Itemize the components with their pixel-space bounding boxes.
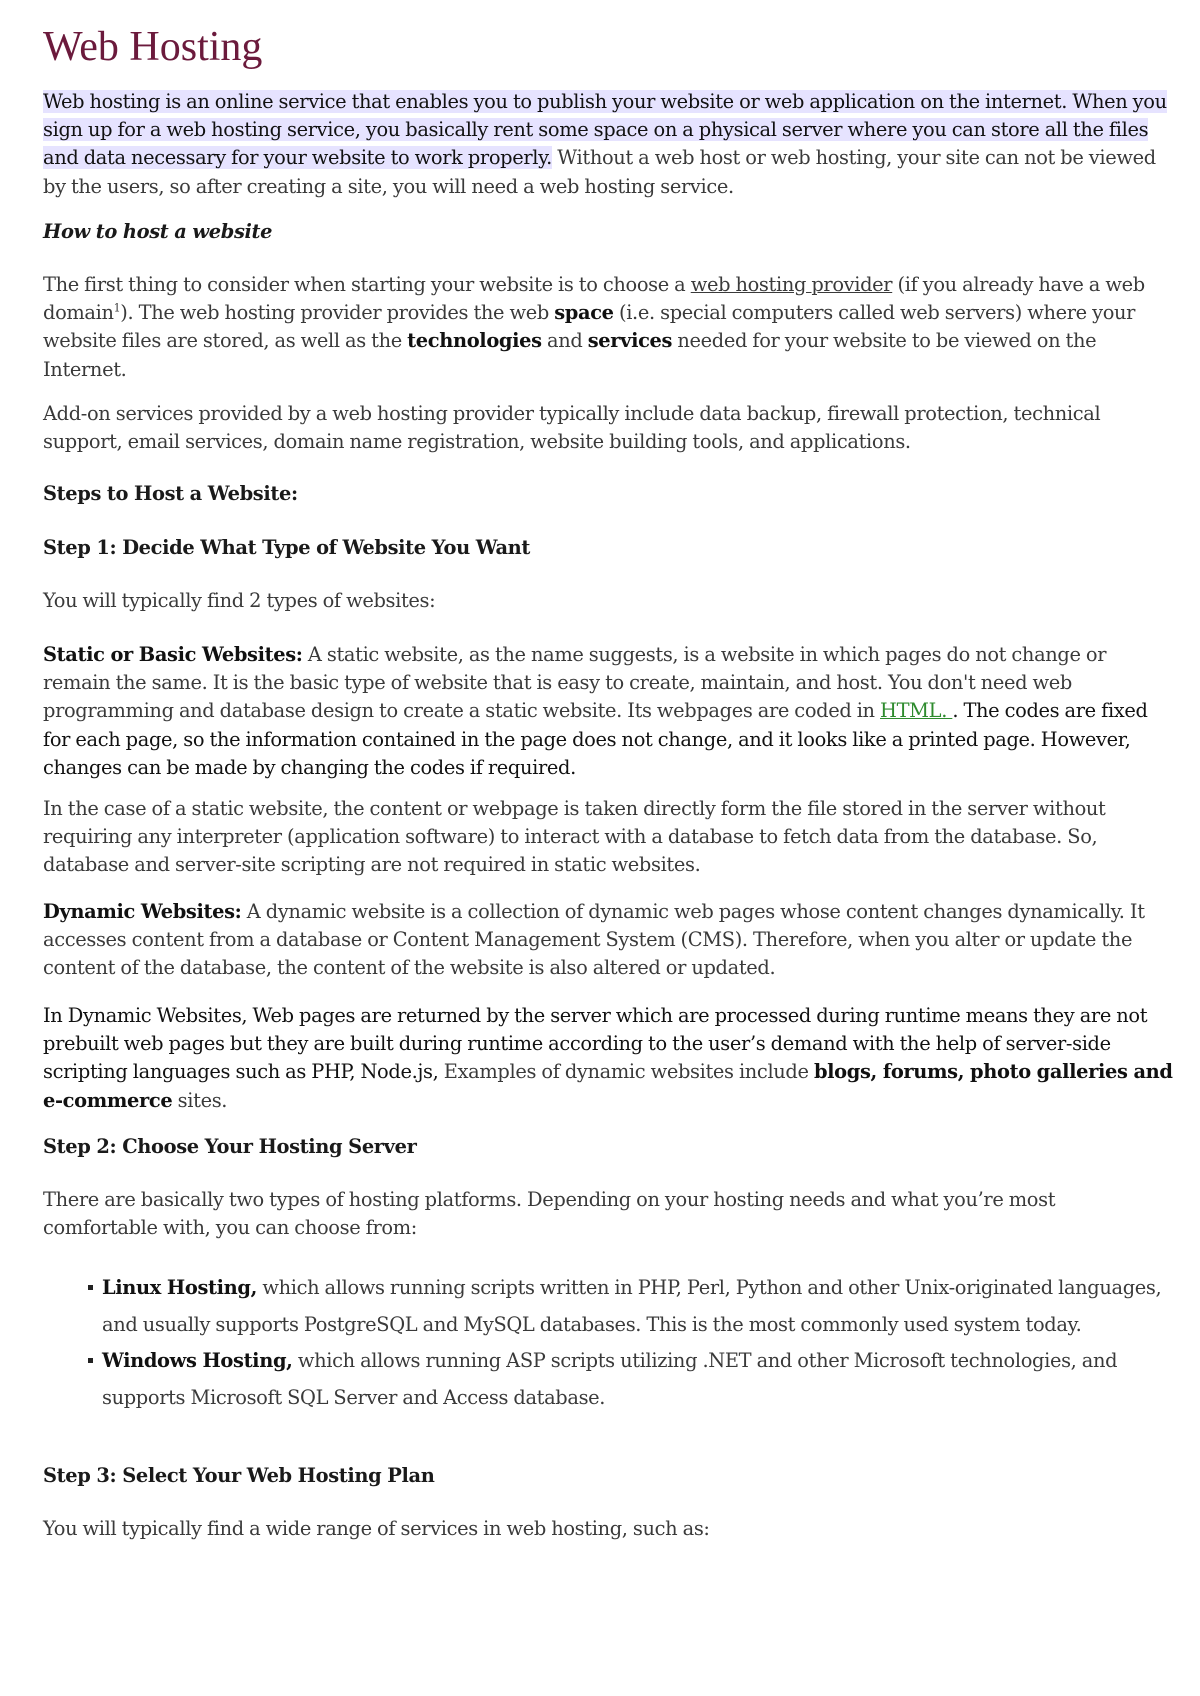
dynamic-label: Dynamic Websites: — [43, 900, 242, 923]
static-label: Static or Basic Websites: — [43, 643, 303, 666]
static-paragraph: Static or Basic Websites: A static website, as the name suggests, is a website in which pages do not change or remain the same. It is the basic type of website that is easy to create, maintain, and host. You don't need web programming and database design to create a static website. Its webpages are coded in HTML. . The codes are fixed for each page, so the information contained in the page does not change, and it looks like a printed page. However, changes can be made by changing the codes if required. — [43, 643, 1148, 779]
dynamic-detail-paragraph: In Dynamic Websites, Web pages are returned by the server which are processed during runtime means they are not prebuilt web pages but they are built during runtime according to the user’s demand with the help of server-side scripting languages such as PHP, Node.js, Examples of dynamic websites include blogs, forums, photo galleries and e-commerce sites. — [43, 1004, 1173, 1112]
step1-heading: Step 1: Decide What Type of Website You Want — [43, 536, 531, 559]
page-title: Web Hosting — [43, 24, 263, 70]
how-to-heading: How to host a website — [43, 220, 273, 243]
footnote-ref[interactable]: 1 — [113, 301, 121, 315]
intro-paragraph: Web hosting is an online service that enables you to publish your website or web application on the internet. When you sign up for a web hosting service, you basically rent some space on a physical server where you can store all the files and data necessary for your website to work properly. Without a web host or web hosting, your site can not be viewed by the users, so after creating a site, you will need a web hosting service. — [43, 90, 1167, 198]
step2-heading: Step 2: Choose Your Hosting Server — [43, 1135, 417, 1158]
dynamic-paragraph: Dynamic Websites: A dynamic website is a collection of dynamic web pages whose content changes dynamically. It accesses content from a database or Content Management System (CMS). Therefore, when you alter or update the content of the database, the content of the website is also altered or updated. — [43, 900, 1145, 980]
web-hosting-provider-link[interactable]: web hosting provider — [690, 273, 893, 296]
types-paragraph: You will typically find 2 types of websites: — [43, 589, 436, 612]
services-paragraph: You will typically find a wide range of services in web hosting, such as: — [43, 1517, 710, 1540]
list-item: Windows Hosting, which allows running ASP scripts utilizing .NET and other Microsoft technologies, and supports Microsoft SQL Server and Access database. — [88, 1343, 1173, 1416]
list-item: Linux Hosting, which allows running scripts written in PHP, Perl, Python and other Unix-originated languages, and usually supports PostgreSQL and MySQL databases. This is the most commonly used system today. — [88, 1270, 1173, 1343]
steps-heading: Steps to Host a Website: — [43, 482, 298, 505]
highlighted-text[interactable]: Web hosting is an online service that enables you to publish your website or web application on the internet. When you sign up for a web hosting service, you basically rent some space on a physical server where you can store all the files and data necessary for your website to work properly. — [43, 90, 1167, 170]
static-detail-paragraph: In the case of a static website, the content or webpage is taken directly form the file stored in the server without requiring any interpreter (application software) to interact with a database to fetch data from the database. So, database and server-site scripting are not required in static websites. — [43, 797, 1106, 877]
first-thing-paragraph: The first thing to consider when starting your website is to choose a web hosting provider (if you already have a web domain$^1$). The web hosting provider provides the web space (i.e. special computers called web servers) where your website files are stored, as well as the technologies and services needed for your website to be viewed on the Internet. — [43, 273, 1145, 381]
platforms-paragraph: There are basically two types of hosting platforms. Depending on your hosting needs and what you’re most comfortable with, you can choose from: — [43, 1188, 1056, 1240]
addon-paragraph: Add-on services provided by a web hosting provider typically include data backup, firewall protection, technical support, email services, domain name registration, website building tools, and applications. — [43, 402, 1101, 454]
bullet-icon — [88, 1285, 93, 1290]
bullet-icon — [88, 1358, 93, 1363]
step3-heading: Step 3: Select Your Web Hosting Plan — [43, 1464, 435, 1487]
hosting-types-list — [88, 1270, 1173, 1416]
html-link[interactable]: HTML. — [880, 699, 953, 723]
